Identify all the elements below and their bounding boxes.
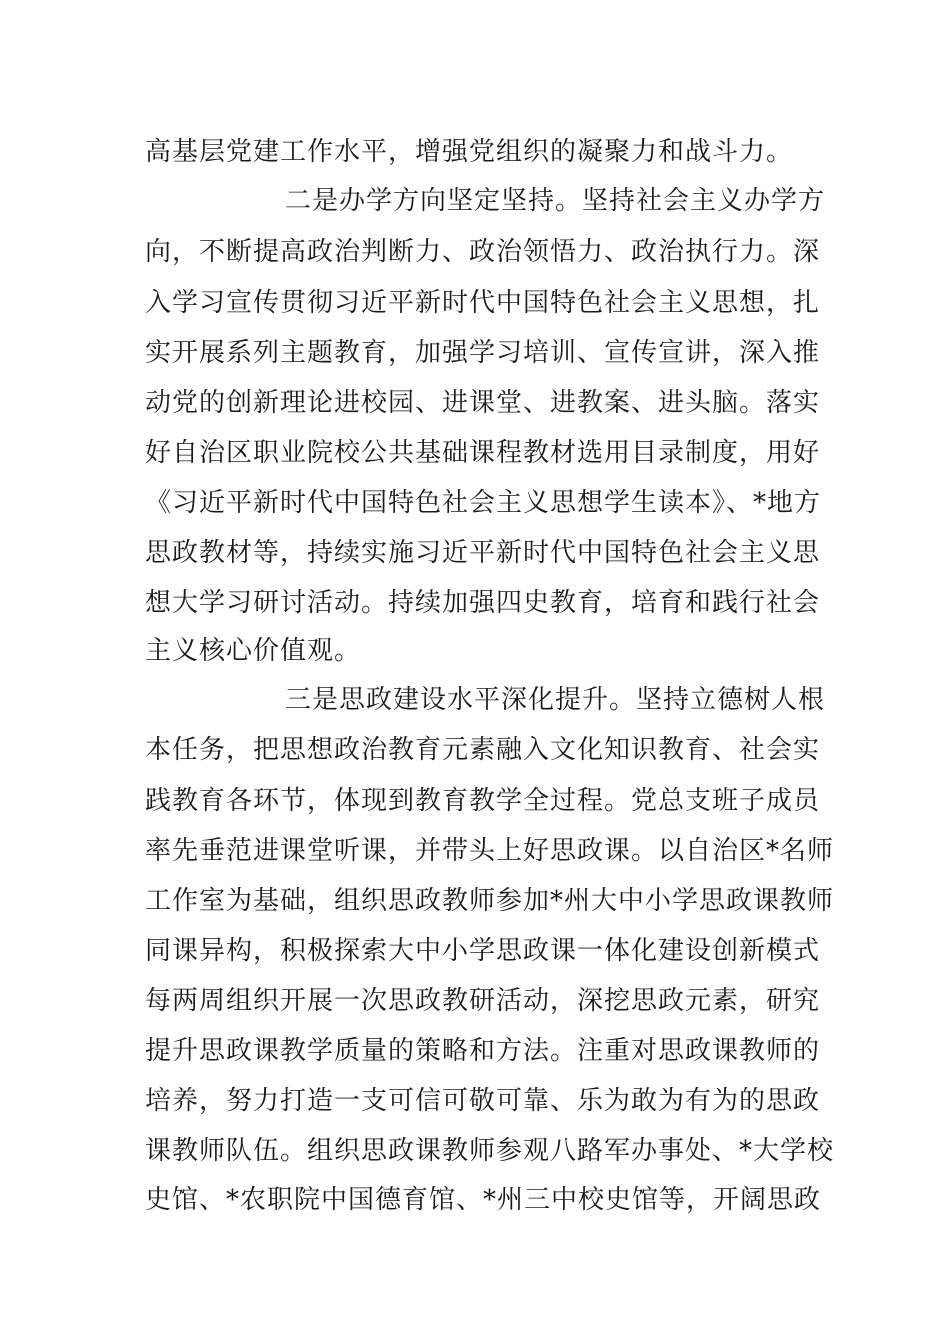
paragraph-heading-line: 三是思政建设水平深化提升。坚持立德树人根 <box>285 685 826 715</box>
text-line: 培养，努力打造一支可信可敬可靠、乐为敢为有为的思政 <box>145 1086 821 1116</box>
text-line: 高基层党建工作水平，增强党组织的凝聚力和战斗力。 <box>145 137 794 167</box>
text-line: 本任务，把思想政治教育元素融入文化知识教育、社会实 <box>145 735 821 765</box>
text-line: 课教师队伍。组织思政课教师参观八路军办事处、*大学校 <box>145 1136 835 1166</box>
text-line: 想大学习研讨活动。持续加强四史教育，培育和践行社会 <box>145 588 821 618</box>
text-line: 入学习宣传贯彻习近平新时代中国特色社会主义思想，扎 <box>145 288 821 318</box>
text-line: 提升思政课教学质量的策略和方法。注重对思政课教师的 <box>145 1036 821 1066</box>
text-line: 践教育各环节，体现到教育教学全过程。党总支班子成员 <box>145 786 821 816</box>
text-line: 向，不断提高政治判断力、政治领悟力、政治执行力。深 <box>145 237 821 267</box>
text-line: 好自治区职业院校公共基础课程教材选用目录制度，用好 <box>145 438 821 468</box>
paragraph-heading-line: 二是办学方向坚定坚持。坚持社会主义办学方 <box>285 186 826 216</box>
text-line: 同课异构，积极探索大中小学思政课一体化建设创新模式 <box>145 936 821 966</box>
text-line: 思政教材等，持续实施习近平新时代中国特色社会主义思 <box>145 538 821 568</box>
text-line: 《习近平新时代中国特色社会主义思想学生读本》、*地方 <box>145 488 822 518</box>
text-line: 动党的创新理论进校园、进课堂、进教案、进头脑。落实 <box>145 388 821 418</box>
text-line: 率先垂范进课堂听课，并带头上好思政课。以自治区*名师 <box>145 836 835 866</box>
text-line: 主义核心价值观。 <box>145 636 362 666</box>
text-line: 每两周组织开展一次思政教研活动，深挖思政元素，研究 <box>145 986 821 1016</box>
text-line: 实开展系列主题教育，加强学习培训、宣传宣讲，深入推 <box>145 338 821 368</box>
text-line: 工作室为基础，组织思政教师参加*州大中小学思政课教师 <box>145 886 835 916</box>
text-line: 史馆、*农职院中国德育馆、*州三中校史馆等，开阔思政 <box>145 1185 822 1215</box>
